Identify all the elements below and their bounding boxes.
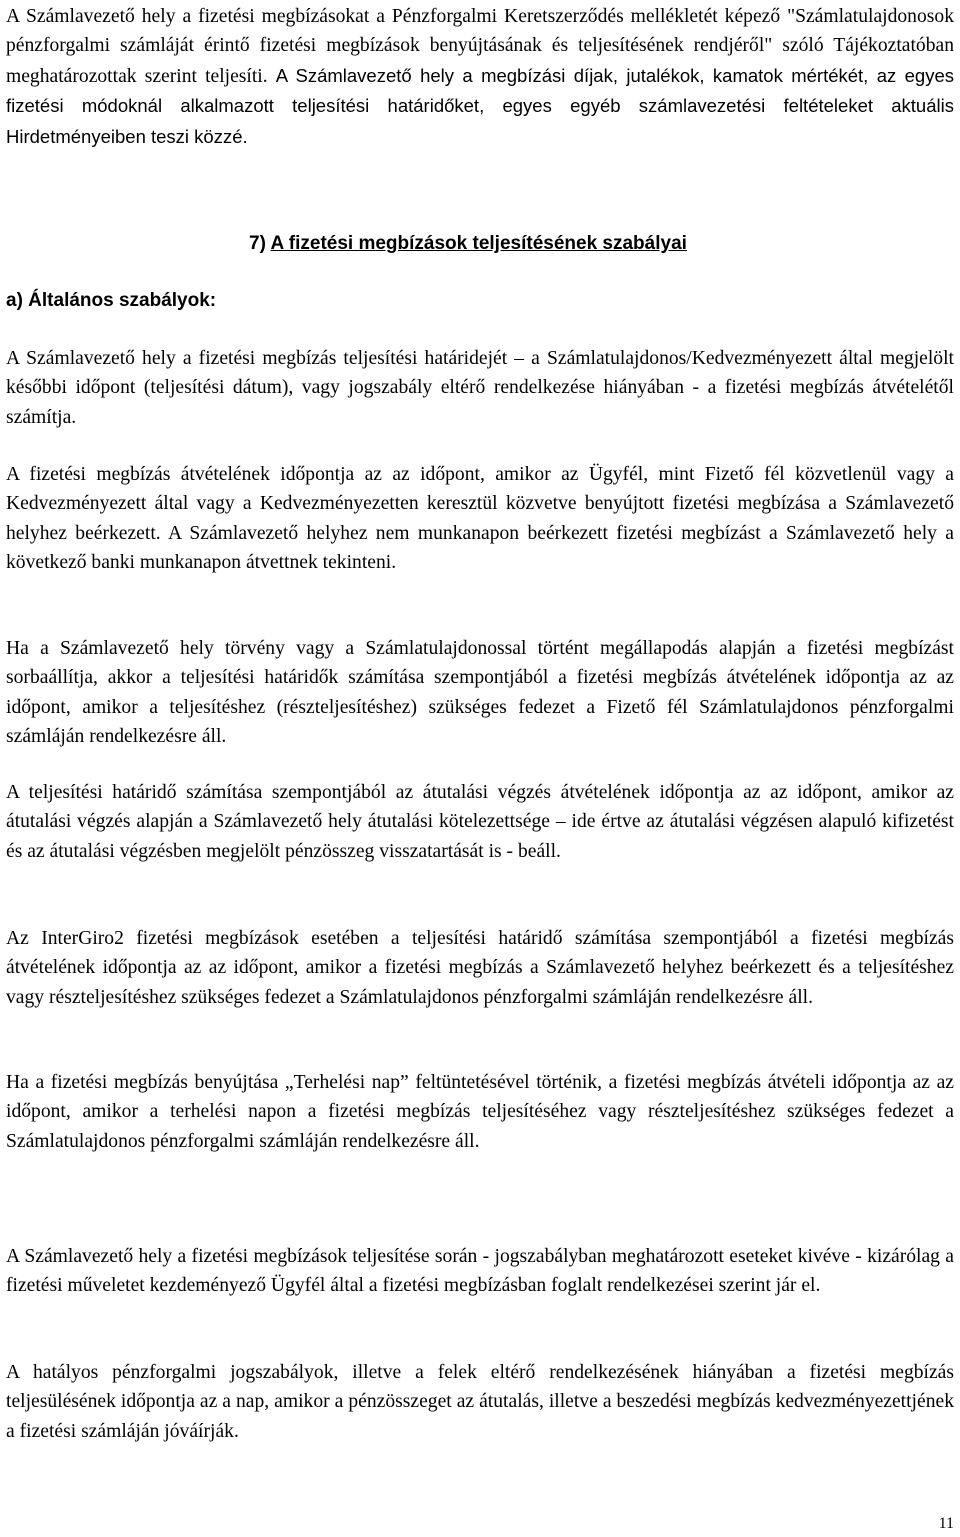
body-paragraph-4: A teljesítési határidő számítása szempontjából az átutalási végzés átvételének időpontja az az időpont, amikor az átutalási végzés alapján a Számlavezető hely átutalási kötelezettsége – ide értve az átutalási végzésen alapuló kifizetést és az átutalási végzésben megjelölt pénzösszeg visszatartását is - beáll. [6,782,954,862]
body-paragraph-6: Ha a fizetési megbízás benyújtása „Terhelési nap” feltüntetésével történik, a fizetési megbízás átvételi időpontja az az időpont, amikor a terhelési napon a fizetési megbízás teljesítéséhez vagy részteljesítéshez szükséges fedezet a Számlatulajdonos pénzforgalmi számláján rendelkezésre áll. [6,1072,954,1152]
intro-text-sans: A Számlavezető hely a megbízási díjak, jutalékok, kamatok mértékét, az egyes fizetési módoknál alkalmazott teljesítési határidőket, egyes egyéb számlavezetési feltételeket aktuális Hirdetményeiben teszi közzé. [6,64,954,147]
page-number: 11 [938,1515,954,1532]
body-paragraph-7: A Számlavezető hely a fizetési megbízások teljesítése során - jogszabályban meghatározott eseteket kivéve - kizárólag a fizetési műveletet kezdeményező Ügyfél által a fizetési megbízásban foglalt rendelkezései szerint jár el. [6,1246,954,1297]
body-paragraph-1: A Számlavezető hely a fizetési megbízás teljesítési határidejét – a Számlatulajdonos/Kedvezményezett által megjelölt későbbi időpont (teljesítési dátum), vagy jogszabály eltérő rendelkezése hiányában - a fizetési megbízás átvételétől számítja. [6,348,954,428]
intro-text-serif: A Számlavezető hely a fizetési megbízásokat a Pénzforgalmi Keretszerződés mellékletét képező "Számlatulajdonosok pénzforgalmi számláját érintő fizetési megbízások benyújtásának és teljesítésének rendjéről" szóló Tájékoztatóban meghatározottak szerint teljesíti. [6,6,954,87]
subsection-heading: a) Általános szabályok: [6,290,217,311]
document-page [6,0,954,1537]
body-paragraph-8: A hatályos pénzforgalmi jogszabályok, illetve a felek eltérő rendelkezésének hiányában a fizetési megbízás teljesülésének időpontja az a nap, amikor a pénzösszeget az átutalás, illetve a beszedési megbízás kedvezményezettjének a fizetési számláján jóváírják. [6,1362,954,1442]
body-paragraph-3: Ha a Számlavezető hely törvény vagy a Számlatulajdonossal történt megállapodás alapján a fizetési megbízást sorbaállítja, akkor a teljesítési határidők számítása szempontjából a fizetési megbízás átvételének időpontja az az időpont, amikor a teljesítéshez (részteljesítéshez) szükséges fedezet a Fizető fél Számlatulajdonos pénzforgalmi számláján rendelkezésre áll. [6,638,954,748]
section-heading [249,229,687,258]
body-paragraph-2: A fizetési megbízás átvételének időpontja az az időpont, amikor az Ügyfél, mint Fizető fél közvetlenül vagy a Kedvezményezett által vagy a Kedvezményezetten keresztül közvetve benyújtott fizetési megbízása a Számlavezető helyhez beérkezett. A Számlavezető helyhez nem munkanapon beérkezett fizetési megbízást a Számlavezető hely a következő banki munkanapon átvettnek tekinteni. [6,464,954,574]
section-title: A fizetési megbízások teljesítésének szabályai [270,233,687,254]
body-paragraph-5: Az InterGiro2 fizetési megbízások esetében a teljesítési határidő számítása szempontjából a fizetési megbízás átvételének időpontja az az időpont, amikor a fizetési megbízás a Számlavezető helyhez beérkezett és a teljesítéshez vagy részteljesítéshez szükséges fedezet a Számlatulajdonos pénzforgalmi számláján rendelkezésre áll. [6,928,954,1008]
section-number: 7) [249,233,266,254]
intro-paragraph [6,2,954,152]
